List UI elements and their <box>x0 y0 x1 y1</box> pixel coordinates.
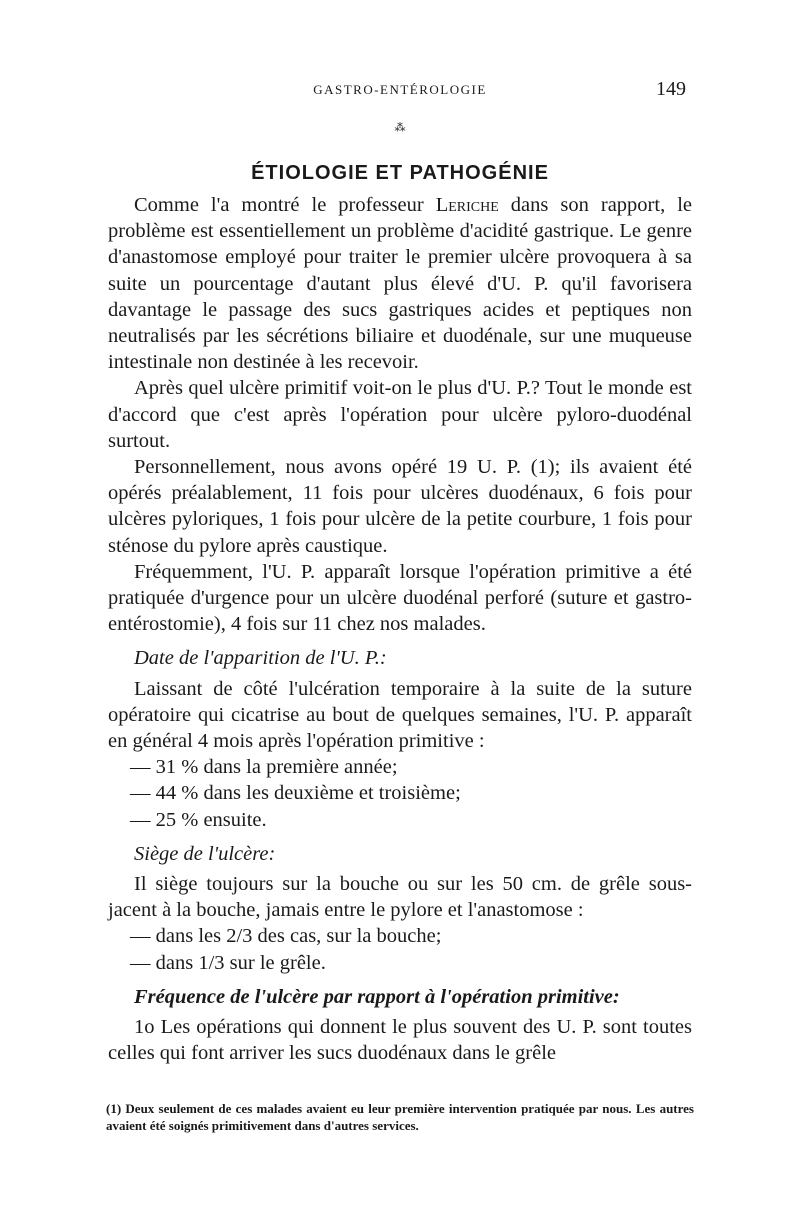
subheading-frequence: Fréquence de l'ulcère par rapport à l'opération primitive: <box>134 985 620 1008</box>
list-item: — 31 % dans la première année; <box>130 756 398 779</box>
page-header <box>108 78 692 102</box>
paragraph-6: Il siège toujours sur la bouche ou sur les 50 cm. de grêle sous-jacent à la bouche, jamais entre le pylore et l'anastomose : <box>108 873 692 922</box>
subheading-siege: Siège de l'ulcère: <box>134 842 276 865</box>
author-name: Leriche <box>435 194 499 216</box>
page-number: 149 <box>656 78 686 100</box>
paragraph-2: Après quel ulcère primitif voit-on le plus d'U. P.? Tout le monde est d'accord que c'est après l'opération pour ulcère pyloro-duodénal surtout. <box>108 377 692 452</box>
paragraph-3: Personnellement, nous avons opéré 19 U. P. (1); ils avaient été opérés préalablement, 11 fois pour ulcères duodénaux, 6 fois pour ulcères pyloriques, 1 fois pour ulcère de la petite courbure, 1 fois pour sténose du pylore après caustique. <box>108 456 692 557</box>
list-item: — 25 % ensuite. <box>130 808 267 831</box>
body-text <box>108 192 692 1067</box>
running-title: GASTRO-ENTÉROLOGIE <box>313 82 487 97</box>
list-item: — 44 % dans les deuxième et troisième; <box>130 782 461 805</box>
subheading-date: Date de l'apparition de l'U. P.: <box>134 647 387 670</box>
paragraph-4: Fréquemment, l'U. P. apparaît lorsque l'opération primitive a été pratiquée d'urgence pour un ulcère duodénal perforé (suture et gastro-entérostomie), 4 fois sur 11 chez nos malades. <box>108 560 692 636</box>
paragraph-5: Laissant de côté l'ulcération temporaire à la suite de la suture opératoire qui cicatrise au bout de quelques semaines, l'U. P. apparaît en général 4 mois après l'opération primitive : <box>108 677 692 753</box>
asterism-ornament: ⁂ <box>394 122 406 134</box>
footnote: (1) Deux seulement de ces malades avaient eu leur première intervention pratiquée par nous. Les autres avaient été soignés primitivement dans d'autres services. <box>106 1101 694 1133</box>
section-title: ÉTIOLOGIE ET PATHOGÉNIE <box>251 162 549 184</box>
paragraph-1: Comme l'a montré le professeur Leriche dans son rapport, le problème est essentiellement un problème d'acidité gastrique. Le genre d'anastomose employé pour traiter le premier ulcère provoquera à sa suite un pourcentage d'autant plus élevé d'U. P. qu'il favorisera davantage le passage des sucs gastriques acides et peptiques non neutralisés par les sécrétions biliaire et duodénale, sur une muqueuse intestinale non destinée à les recevoir. <box>108 194 692 374</box>
list-item: — dans les 2/3 des cas, sur la bouche; <box>130 925 442 948</box>
paragraph-7: 1o Les opérations qui donnent le plus souvent des U. P. sont toutes celles qui font arriver les sucs duodénaux dans le grêle <box>108 1016 692 1065</box>
list-item: — dans 1/3 sur le grêle. <box>130 951 326 974</box>
